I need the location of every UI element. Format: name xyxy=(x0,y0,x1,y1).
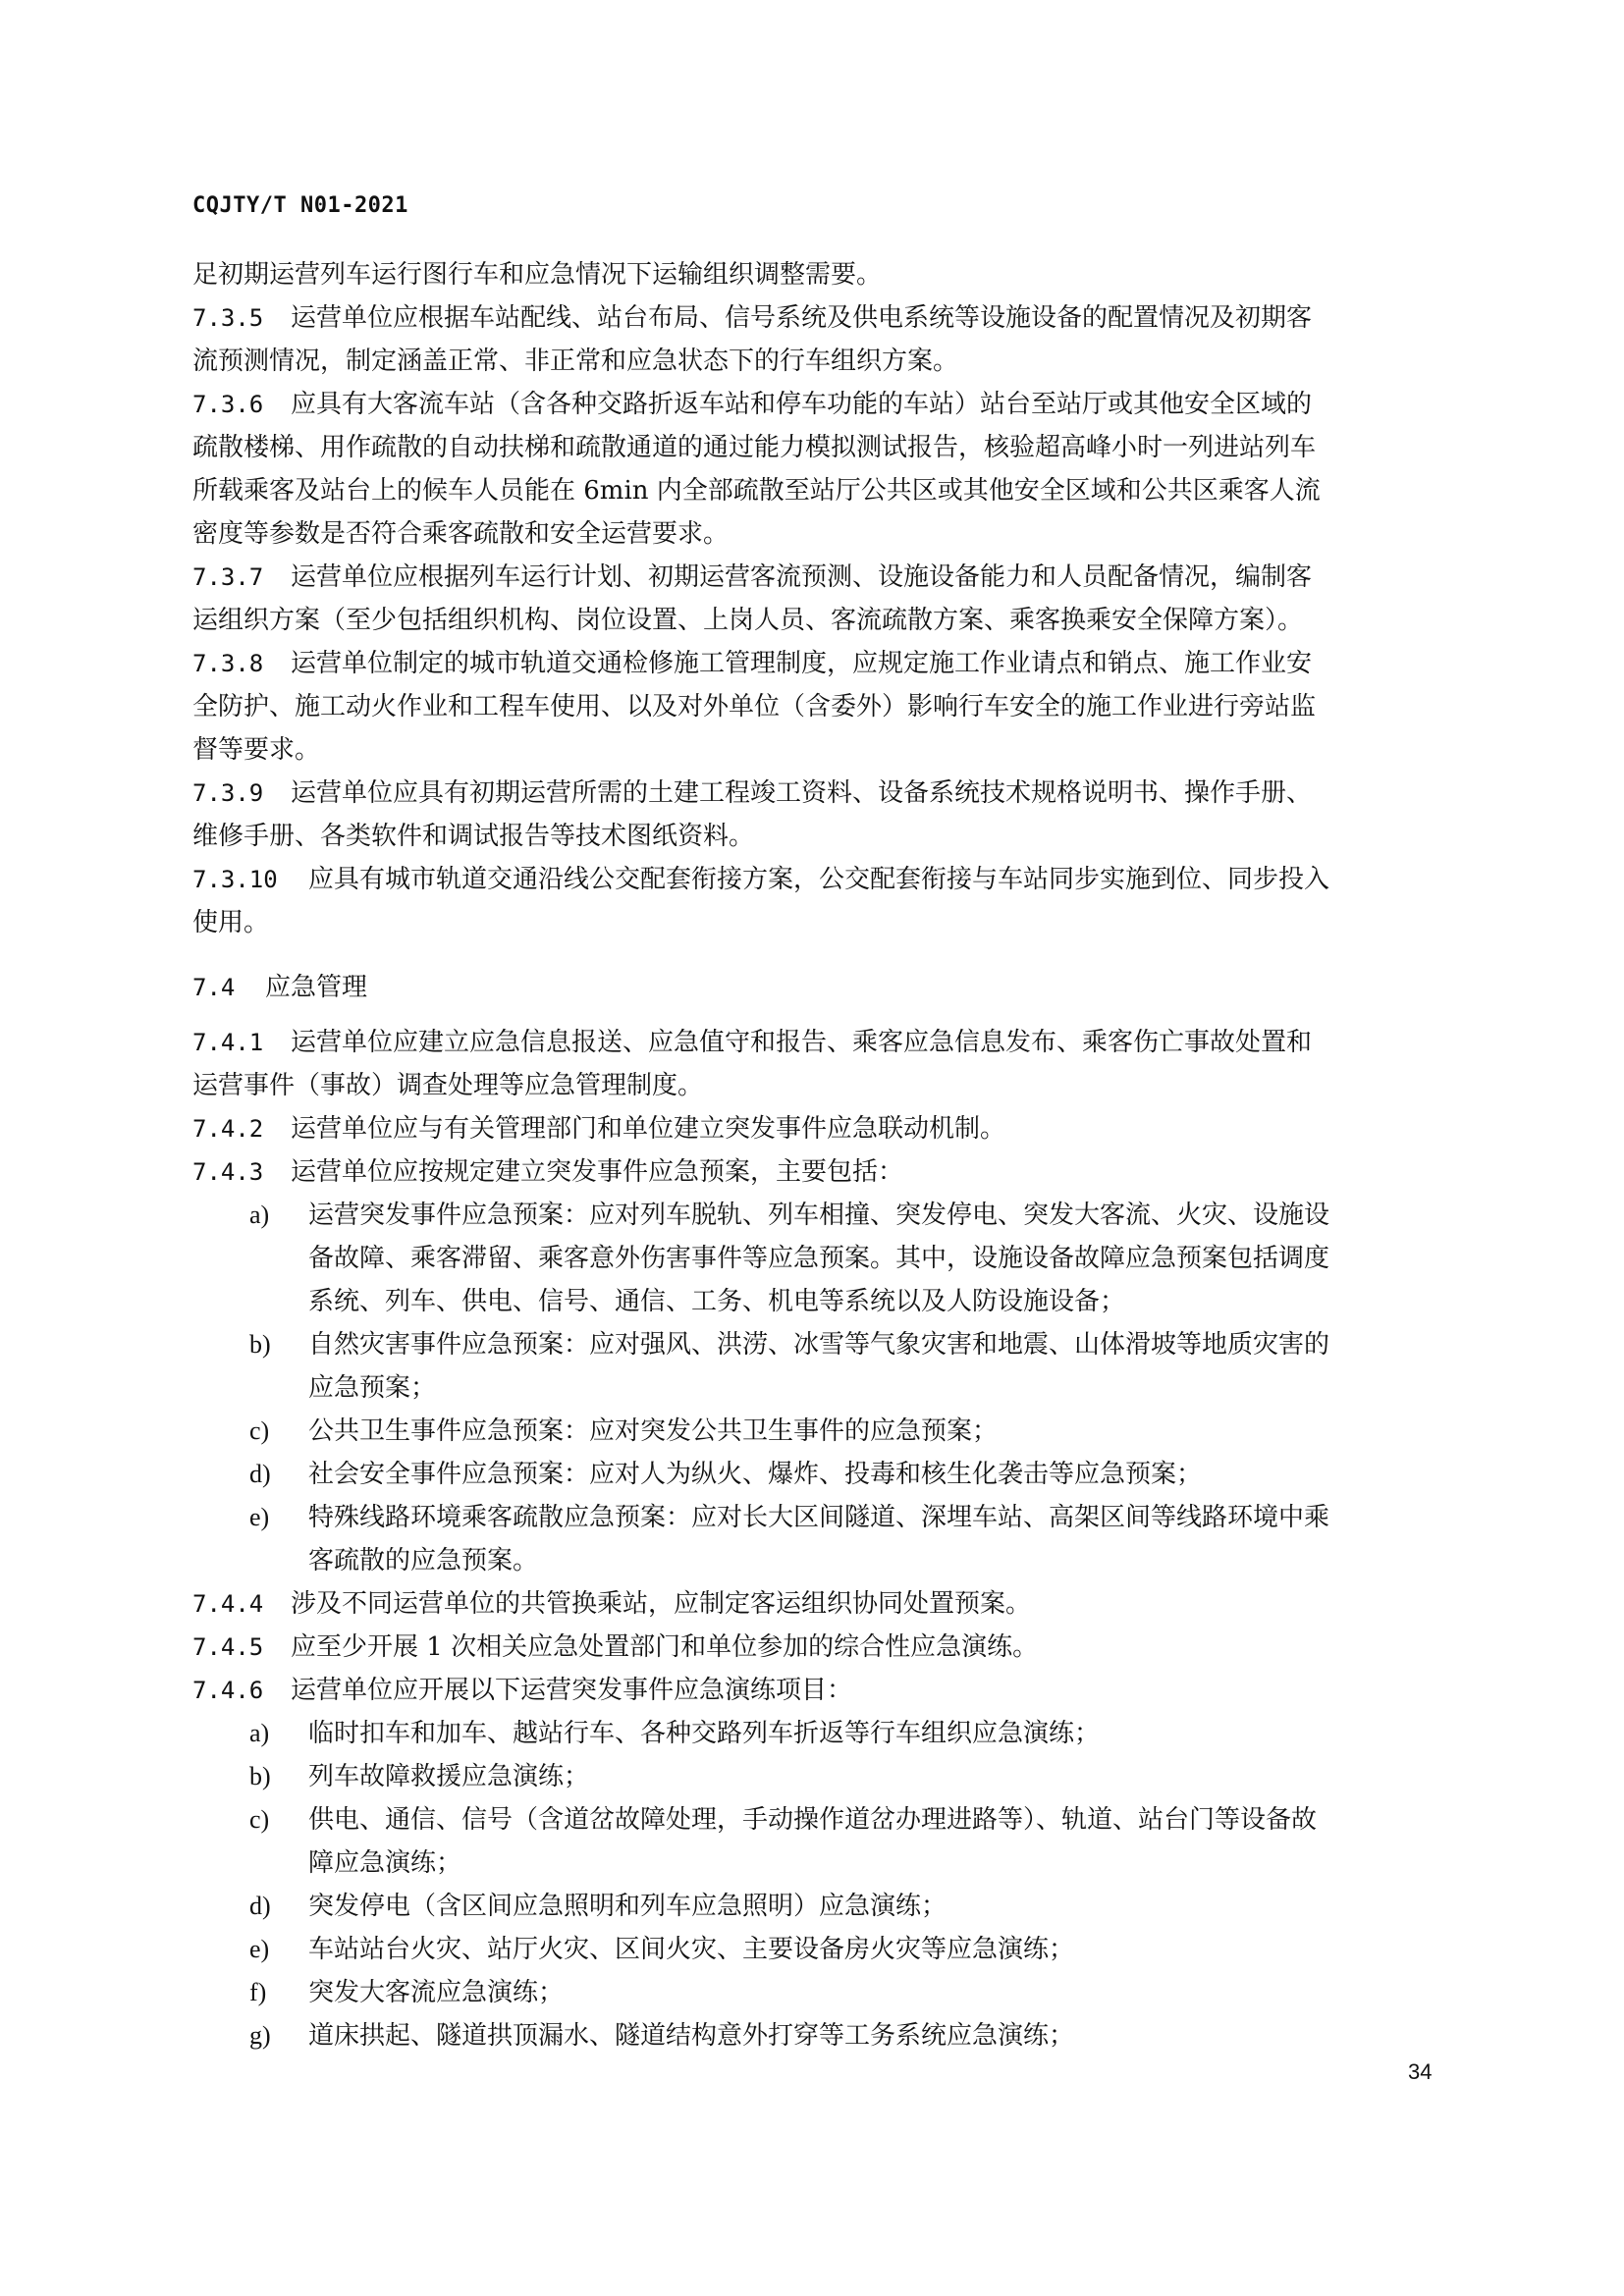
clause-text: 运营事件（事故）调查处理等应急管理制度。 xyxy=(192,1071,704,1100)
list-marker: f) xyxy=(249,1978,267,2006)
text-line xyxy=(192,556,1447,599)
clause-number: 7.3.9 xyxy=(192,779,264,807)
clause-number: 7.4.6 xyxy=(192,1677,264,1704)
text-line xyxy=(192,1669,1447,1712)
list-item-text: 社会安全事件应急预案：应对人为纵火、爆炸、投毒和核生化袭击等应急预案； xyxy=(308,1460,1203,1489)
list-marker: d) xyxy=(249,1892,271,1920)
list-item-text: 车站站台火灾、站厅火灾、区间火灾、主要设备房火灾等应急演练； xyxy=(308,1935,1075,1964)
text-line xyxy=(192,426,1447,469)
clause-text: 运营单位制定的城市轨道交通检修施工管理制度，应规定施工作业请点和销点、施工作业安 xyxy=(291,649,1313,678)
list-marker: a) xyxy=(249,1719,270,1747)
list-marker: d) xyxy=(249,1460,271,1488)
text-line xyxy=(192,1021,1447,1064)
list-item xyxy=(192,1928,1447,1971)
list-item xyxy=(192,1323,1447,1366)
list-item xyxy=(192,1194,1447,1237)
list-item xyxy=(192,1539,1447,1582)
list-item xyxy=(192,1366,1447,1410)
list-marker: g) xyxy=(249,2021,271,2050)
clause-number: 7.4.4 xyxy=(192,1590,264,1618)
clause-text: 运营单位应开展以下运营突发事件应急演练项目： xyxy=(291,1676,853,1705)
clause-text: 运营单位应根据车站配线、站台布局、信号系统及供电系统等设施设备的配置情况及初期客 xyxy=(291,303,1313,333)
text-line xyxy=(192,858,1447,901)
list-item-text: 运营突发事件应急预案：应对列车脱轨、列车相撞、突发停电、突发大客流、火灾、设施设 xyxy=(308,1201,1330,1230)
text-line xyxy=(192,685,1447,728)
clause-text: 运营单位应具有初期运营所需的土建工程竣工资料、设备系统技术规格说明书、操作手册、 xyxy=(291,778,1313,808)
list-item-text: 供电、通信、信号（含道岔故障处理，手动操作道岔办理进路等）、轨道、站台门等设备故 xyxy=(308,1805,1318,1835)
list-item-text: 特殊线路环境乘客疏散应急预案：应对长大区间隧道、深埋车站、高架区间等线路环境中乘 xyxy=(308,1503,1330,1532)
list-item-text: 列车故障救援应急演练； xyxy=(308,1762,590,1791)
text-line xyxy=(192,512,1447,556)
document-body xyxy=(192,253,1447,2057)
list-item-text: 自然灾害事件应急预案：应对强风、洪涝、冰雪等气象灾害和地震、山体滑坡等地质灾害的 xyxy=(308,1330,1330,1360)
clause-text: 所载乘客及站台上的候车人员能在 6min 内全部疏散至站厅公共区或其他安全区域和公共区乘客人流 xyxy=(192,476,1321,506)
clause-text: 运营单位应根据列车运行计划、初期运营客流预测、设施设备能力和人员配备情况，编制客 xyxy=(291,562,1313,592)
list-item-text: 客疏散的应急预案。 xyxy=(308,1546,539,1575)
section-title: 应急管理 xyxy=(265,973,368,1002)
list-item xyxy=(192,1885,1447,1928)
list-marker: b) xyxy=(249,1330,271,1359)
emergency-plan-list xyxy=(192,1194,1447,1582)
list-item-text: 系统、列车、供电、信号、通信、工务、机电等系统以及人防设施设备； xyxy=(308,1287,1126,1316)
text-line xyxy=(192,296,1447,340)
list-item-text: 突发大客流应急演练； xyxy=(308,1978,565,2007)
clause-text: 督等要求。 xyxy=(192,735,321,765)
clause-number: 7.4.5 xyxy=(192,1633,264,1661)
clause-number: 7.4.1 xyxy=(192,1029,264,1056)
text-line xyxy=(192,599,1447,642)
text-line xyxy=(192,901,1447,944)
clause-text: 疏散楼梯、用作疏散的自动扶梯和疏散通道的通过能力模拟测试报告，核验超高峰小时一列进站列车 xyxy=(192,433,1317,462)
list-item xyxy=(192,1971,1447,2014)
clause-text: 流预测情况，制定涵盖正常、非正常和应急状态下的行车组织方案。 xyxy=(192,347,959,376)
clause-number: 7.3.5 xyxy=(192,304,264,332)
text-line xyxy=(192,1064,1447,1107)
list-item xyxy=(192,1280,1447,1323)
clause-text: 密度等参数是否符合乘客疏散和安全运营要求。 xyxy=(192,519,730,549)
list-item-text: 障应急演练； xyxy=(308,1848,462,1878)
section-number: 7.4 xyxy=(192,974,236,1001)
list-item-text: 公共卫生事件应急预案：应对突发公共卫生事件的应急预案； xyxy=(308,1416,999,1446)
list-item xyxy=(192,1237,1447,1280)
section-7-3-continued xyxy=(192,253,1447,944)
clause-number: 7.4.3 xyxy=(192,1158,264,1186)
list-item xyxy=(192,1842,1447,1885)
list-item xyxy=(192,2014,1447,2057)
clause-text: 运营单位应与有关管理部门和单位建立突发事件应急联动机制。 xyxy=(291,1114,1006,1144)
clause-text: 足初期运营列车运行图行车和应急情况下运输组织调整需要。 xyxy=(192,260,883,290)
list-marker: b) xyxy=(249,1762,271,1790)
list-marker: e) xyxy=(249,1935,270,1963)
text-line xyxy=(192,772,1447,815)
text-line xyxy=(192,383,1447,426)
clause-text: 运营单位应按规定建立突发事件应急预案，主要包括： xyxy=(291,1157,904,1187)
list-item xyxy=(192,1453,1447,1496)
clause-text: 涉及不同运营单位的共管换乘站，应制定客运组织协同处置预案。 xyxy=(291,1589,1032,1619)
section-7-4-clauses xyxy=(192,1021,1447,1194)
text-line xyxy=(192,1150,1447,1194)
list-item-text: 备故障、乘客滞留、乘客意外伤害事件等应急预案。其中，设施设备故障应急预案包括调度 xyxy=(308,1244,1330,1273)
list-item xyxy=(192,1410,1447,1453)
clause-text: 全防护、施工动火作业和工程车使用、以及对外单位（含委外）影响行车安全的施工作业进行旁站监 xyxy=(192,692,1317,721)
clause-text: 维修手册、各类软件和调试报告等技术图纸资料。 xyxy=(192,822,755,851)
text-line xyxy=(192,1582,1447,1626)
page-number: 34 xyxy=(1408,2059,1433,2084)
section-7-4-clauses-cont xyxy=(192,1582,1447,1712)
text-line xyxy=(192,728,1447,772)
clause-number: 7.3.8 xyxy=(192,650,264,677)
list-item xyxy=(192,1496,1447,1539)
list-item-text: 道床拱起、隧道拱顶漏水、隧道结构意外打穿等工务系统应急演练； xyxy=(308,2021,1075,2051)
clause-number: 7.4.2 xyxy=(192,1115,264,1143)
clause-number: 7.3.6 xyxy=(192,391,264,418)
clause-number: 7.3.7 xyxy=(192,563,264,591)
clause-text: 应至少开展 1 次相关应急处置部门和单位参加的综合性应急演练。 xyxy=(291,1632,1039,1662)
list-item-text: 应急预案； xyxy=(308,1373,437,1403)
list-marker: e) xyxy=(249,1503,270,1531)
text-line xyxy=(192,253,1447,296)
clause-text: 运营单位应建立应急信息报送、应急值守和报告、乘客应急信息发布、乘客伤亡事故处置和 xyxy=(291,1028,1313,1057)
clause-number: 7.3.10 xyxy=(192,866,278,893)
emergency-drill-list xyxy=(192,1712,1447,2057)
text-line xyxy=(192,642,1447,685)
list-item xyxy=(192,1798,1447,1842)
list-item-text: 临时扣车和加车、越站行车、各种交路列车折返等行车组织应急演练； xyxy=(308,1719,1101,1748)
list-item xyxy=(192,1755,1447,1798)
text-line xyxy=(192,340,1447,383)
text-line xyxy=(192,469,1447,512)
list-item-text: 突发停电（含区间应急照明和列车应急照明）应急演练； xyxy=(308,1892,947,1921)
list-item xyxy=(192,1712,1447,1755)
clause-text: 应具有大客流车站（含各种交路折返车站和停车功能的车站）站台至站厅或其他安全区域的 xyxy=(291,390,1313,419)
text-line xyxy=(192,815,1447,858)
clause-text: 应具有城市轨道交通沿线公交配套衔接方案，公交配套衔接与车站同步实施到位、同步投入 xyxy=(308,865,1330,894)
text-line xyxy=(192,1107,1447,1150)
clause-text: 使用。 xyxy=(192,908,270,937)
section-heading xyxy=(192,966,1447,1009)
doc-code-header: CQJTY/T N01-2021 xyxy=(192,193,408,218)
list-marker: c) xyxy=(249,1416,270,1445)
clause-text: 运组织方案（至少包括组织机构、岗位设置、上岗人员、客流疏散方案、乘客换乘安全保障方案）。 xyxy=(192,606,1304,635)
list-marker: c) xyxy=(249,1805,270,1834)
list-marker: a) xyxy=(249,1201,270,1229)
text-line xyxy=(192,1626,1447,1669)
